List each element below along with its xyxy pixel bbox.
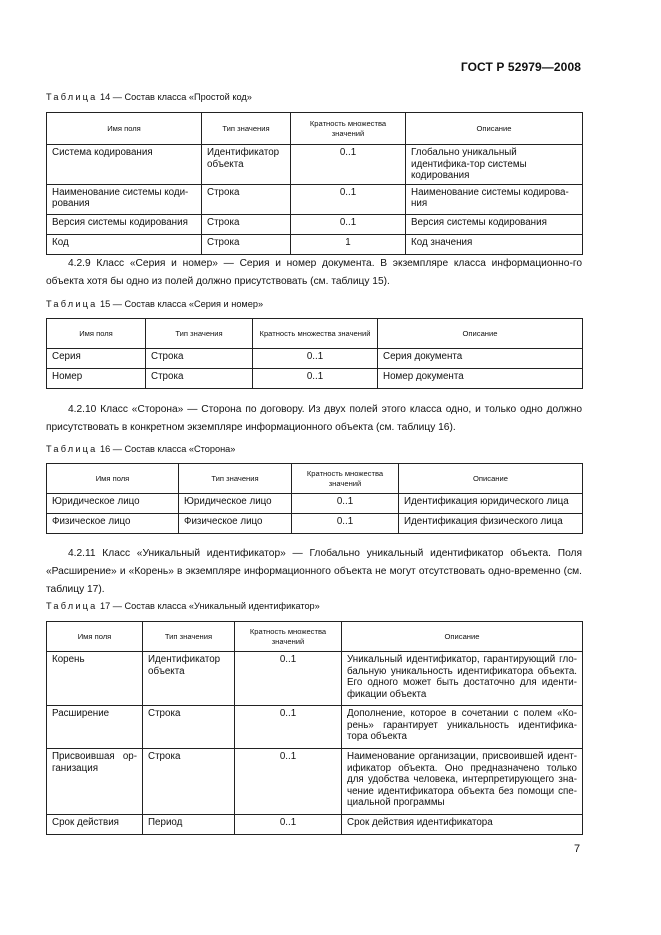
column-header: Описание	[399, 464, 583, 494]
table-caption-label: Таблица	[46, 601, 98, 611]
table-16	[46, 463, 583, 534]
table-caption-label: Таблица	[46, 299, 98, 309]
table-cell: Дополнение, которое в сочетании с полем «Ко-рень» гарантирует уникальность идентифика-тора объекта	[342, 706, 583, 749]
table-cell: 0..1	[291, 184, 406, 214]
column-header: Кратность множества значений	[291, 113, 406, 145]
table-cell: 0..1	[253, 369, 378, 389]
table-row	[47, 214, 583, 234]
table-row	[47, 234, 583, 254]
table-cell: Присвоившая ор-ганизация	[47, 749, 143, 815]
table-cell: Строка	[202, 234, 291, 254]
table-cell: 0..1	[292, 494, 399, 514]
table-cell: 1	[291, 234, 406, 254]
table-header-row	[47, 622, 583, 652]
table-cell: Юридическое лицо	[179, 494, 292, 514]
table-cell: Глобально уникальный идентифика-тор системы кодирования	[406, 145, 583, 185]
paragraph-4-2-11: 4.2.11 Класс «Уникальный идентификатор» — Глобально уникальный идентификатор объекта. Поля «Расширение» и «Корень» в экземпляре информационного объекта не могут отсутствовать одно-временно (см. таблицу 17).	[46, 548, 582, 595]
table-cell: Номер	[47, 369, 146, 389]
table-cell: 0..1	[235, 749, 342, 815]
column-header: Тип значения	[146, 319, 253, 349]
table-header-row	[47, 464, 583, 494]
table-cell: Система кодирования	[47, 145, 202, 185]
column-header: Тип значения	[143, 622, 235, 652]
table-row	[47, 749, 583, 815]
table-cell: Идентификация физического лица	[399, 514, 583, 534]
table-cell: Наименование системы коди-рования	[47, 184, 202, 214]
table-cell: Строка	[146, 349, 253, 369]
paragraph-4-2-9: 4.2.9 Класс «Серия и номер» — Серия и номер документа. В экземпляре класса информационно-го объекта хотя бы одно из полей должно присутствовать (см. таблицу 15).	[46, 258, 582, 287]
table-14-caption	[46, 92, 252, 102]
table-row	[47, 145, 583, 185]
column-header: Имя поля	[47, 319, 146, 349]
table-header-row	[47, 113, 583, 145]
table-cell: Версия системы кодирования	[406, 214, 583, 234]
table-row	[47, 494, 583, 514]
table-15-caption	[46, 299, 263, 309]
table-17	[46, 621, 583, 835]
table-cell: Физическое лицо	[47, 514, 179, 534]
table-cell: Строка	[202, 184, 291, 214]
table-row	[47, 514, 583, 534]
table-cell: 0..1	[253, 349, 378, 369]
column-header: Имя поля	[47, 113, 202, 145]
table-cell: Наименование организации, присвоившей идент-ификатор объекта. Оно предназначено только для удобства человека, интерпретирующего зна-чение идентификатора объекта без помощи спе-циальной программы	[342, 749, 583, 815]
table-cell: Версия системы кодирования	[47, 214, 202, 234]
table-14	[46, 112, 583, 255]
table-caption-text: 15 — Состав класса «Серия и номер»	[97, 299, 264, 309]
table-row	[47, 706, 583, 749]
table-caption-text: 17 — Состав класса «Уникальный идентификатор»	[97, 601, 320, 611]
table-cell: Наименование системы кодирова-ния	[406, 184, 583, 214]
column-header: Имя поля	[47, 464, 179, 494]
table-17-caption	[46, 601, 320, 611]
column-header: Кратность множества значений	[253, 319, 378, 349]
table-cell: Расширение	[47, 706, 143, 749]
table-cell: Идентификатор объекта	[143, 652, 235, 706]
column-header: Кратность множества значений	[235, 622, 342, 652]
table-row	[47, 349, 583, 369]
table-caption-text: 14 — Состав класса «Простой код»	[97, 92, 252, 102]
table-15	[46, 318, 583, 389]
table-cell: Срок действия идентификатора	[342, 815, 583, 835]
table-cell: 0..1	[291, 145, 406, 185]
column-header: Описание	[378, 319, 583, 349]
table-cell: Серия	[47, 349, 146, 369]
column-header: Тип значения	[179, 464, 292, 494]
table-cell: Юридическое лицо	[47, 494, 179, 514]
column-header: Описание	[406, 113, 583, 145]
column-header: Кратность множества значений	[292, 464, 399, 494]
table-cell: Строка	[202, 214, 291, 234]
table-cell: 0..1	[235, 706, 342, 749]
table-cell: Номер документа	[378, 369, 583, 389]
table-cell: 0..1	[291, 214, 406, 234]
table-cell: Срок действия	[47, 815, 143, 835]
table-row	[47, 184, 583, 214]
table-cell: 0..1	[292, 514, 399, 534]
table-cell: Идентификация юридического лица	[399, 494, 583, 514]
table-row	[47, 369, 583, 389]
table-caption-label: Таблица	[46, 444, 98, 454]
table-cell: 0..1	[235, 815, 342, 835]
table-cell: Серия документа	[378, 349, 583, 369]
table-cell: Уникальный идентификатор, гарантирующий гло-бальную уникальность идентификатора объекта. Его одного может быть достаточно для иденти-фикации объекта	[342, 652, 583, 706]
column-header: Описание	[342, 622, 583, 652]
table-cell: Строка	[143, 749, 235, 815]
table-caption-text: 16 — Состав класса «Сторона»	[97, 444, 236, 454]
table-caption-label: Таблица	[46, 92, 98, 102]
column-header: Имя поля	[47, 622, 143, 652]
page-number: 7	[574, 843, 581, 855]
table-header-row	[47, 319, 583, 349]
table-cell: Код значения	[406, 234, 583, 254]
table-row	[47, 652, 583, 706]
table-cell: Идентификатор объекта	[202, 145, 291, 185]
table-cell: 0..1	[235, 652, 342, 706]
document-standard-code: ГОСТ Р 52979—2008	[460, 60, 581, 74]
table-cell: Корень	[47, 652, 143, 706]
table-cell: Физическое лицо	[179, 514, 292, 534]
table-row	[47, 815, 583, 835]
table-cell: Код	[47, 234, 202, 254]
paragraph-4-2-10: 4.2.10 Класс «Сторона» — Сторона по договору. Из двух полей этого класса одно, и только одно должно присутствовать в конкретном экземпляре информационного объекта (см. таблицу 16).	[46, 404, 582, 433]
table-cell: Строка	[143, 706, 235, 749]
table-16-caption	[46, 444, 235, 454]
table-cell: Строка	[146, 369, 253, 389]
table-cell: Период	[143, 815, 235, 835]
column-header: Тип значения	[202, 113, 291, 145]
